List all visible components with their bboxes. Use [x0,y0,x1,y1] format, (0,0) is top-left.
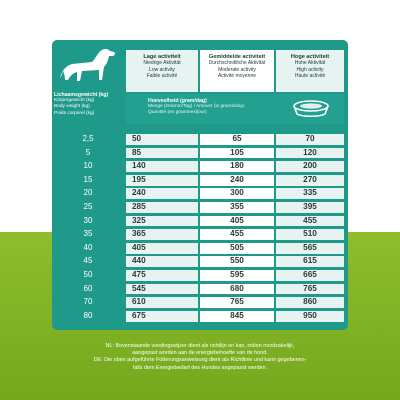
high-activity-cell: 270 [276,175,344,186]
low-activity-cell: 405 [126,243,198,254]
table-row [52,297,348,309]
moderate-activity-cell: 240 [200,175,274,186]
amount-header: Hoeveelheid (gram/dag) Menge (Gramm/Tag) / Amount (in grams/day) Quantité (en grammes/jour) [126,94,344,124]
table-row [52,188,348,200]
header-moderate-activity: Gemiddelde activiteit Durchschnittliche Aktivität Moderate activity Activité moyenne [200,50,274,92]
header-high-activity: Hoge activiteit Hohe Aktivität High activity Haute activité [276,50,344,92]
high-activity-cell: 950 [276,311,344,322]
table-row [52,229,348,241]
low-activity-cell: 140 [126,161,198,172]
low-activity-cell: 325 [126,216,198,227]
dog-silhouette-icon [52,40,122,90]
weight-cell: 20 [83,188,93,198]
weight-cell: 10 [83,161,93,171]
low-activity-cell: 675 [126,311,198,322]
moderate-activity-cell: 355 [200,202,274,213]
header-low-activity: Lage activiteit Niedrige Aktivität Low activity Faible activité [126,50,198,92]
moderate-activity-cell: 65 [200,134,274,145]
table-row [52,216,348,228]
low-activity-cell: 610 [126,297,198,308]
table-row [52,175,348,187]
moderate-activity-cell: 405 [200,216,274,227]
high-activity-cell: 510 [276,229,344,240]
low-activity-cell: 475 [126,270,198,281]
weight-cell: 60 [83,283,93,293]
weight-cell: 15 [83,174,93,184]
table-row [52,311,348,323]
moderate-activity-cell: 845 [200,311,274,322]
high-activity-cell: 455 [276,216,344,227]
feeding-table-card [52,40,348,330]
moderate-activity-cell: 455 [200,229,274,240]
weight-cell: 5 [85,147,91,157]
feeding-notes: NL: Bovenstaande voedingswijzer dient als richtlijn en kan, indien noodzakelijk, aangepast worden aan de energiebehoefte van de hond. DE: Die oben aufgeführte Fütterungsanweisung dient als Richtlinie und kann gegebenen- falls dem Energiebedarf des Hundes angepasst werden. [93,343,307,371]
high-activity-cell: 615 [276,256,344,267]
moderate-activity-cell: 180 [200,161,274,172]
high-activity-cell: 70 [276,134,344,145]
table-row [52,270,348,282]
food-bowl-icon [292,100,330,118]
high-activity-cell: 335 [276,188,344,199]
high-activity-cell: 765 [276,284,344,295]
weight-column-header: Lichaamsgewicht (kg) Körpergewicht (kg) Body weight (kg) Poids corporel (kg) [54,92,109,116]
moderate-activity-cell: 505 [200,243,274,254]
table-row [52,134,348,146]
low-activity-cell: 195 [126,175,198,186]
low-activity-cell: 285 [126,202,198,213]
high-activity-cell: 395 [276,202,344,213]
weight-cell: 70 [83,297,93,307]
table-row [52,243,348,255]
table-row [52,284,348,296]
weight-cell: 40 [83,242,93,252]
weight-cell: 35 [83,229,93,239]
low-activity-cell: 545 [126,284,198,295]
high-activity-cell: 665 [276,270,344,281]
moderate-activity-cell: 765 [200,297,274,308]
table-row [52,256,348,268]
table-row [52,161,348,173]
low-activity-cell: 365 [126,229,198,240]
weight-cell: 25 [83,202,93,211]
weight-cell: 30 [83,215,93,225]
low-activity-cell: 240 [126,188,198,199]
moderate-activity-cell: 105 [200,148,274,159]
moderate-activity-cell: 595 [200,270,274,281]
low-activity-cell: 50 [126,134,198,145]
weight-cell: 45 [83,256,93,266]
weight-cell: 2,5 [82,134,94,143]
weight-cell: 80 [83,310,93,320]
high-activity-cell: 120 [276,148,344,159]
moderate-activity-cell: 680 [200,284,274,295]
low-activity-cell: 440 [126,256,198,267]
moderate-activity-cell: 550 [200,256,274,267]
high-activity-cell: 565 [276,243,344,254]
low-activity-cell: 85 [126,148,198,159]
high-activity-cell: 200 [276,161,344,172]
table-row [52,148,348,160]
moderate-activity-cell: 300 [200,188,274,199]
weight-cell: 50 [83,270,93,279]
table-row [52,202,348,214]
high-activity-cell: 860 [276,297,344,308]
